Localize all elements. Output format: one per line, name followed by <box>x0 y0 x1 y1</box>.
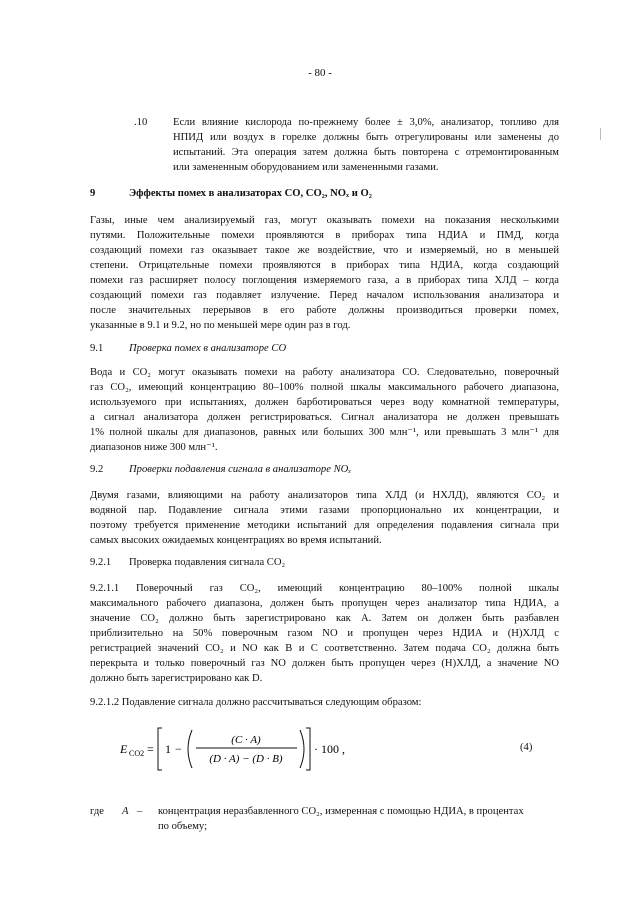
text-line: регистрацией значений CO₂ и NO как B и C соответственно. Затем подача CO₂ должна быть <box>90 643 559 654</box>
text-line: Если влияние кислорода по-прежнему более ± 3,0%, анализатор, топливо для <box>173 117 559 128</box>
section-9-text <box>90 213 559 333</box>
formula-denominator: (D · A) − (D · B) <box>209 753 283 765</box>
text-line: или замененным оборудованием или замененными газами. <box>173 162 439 173</box>
formula-4 <box>120 724 420 774</box>
section-9-number: 9 <box>90 188 96 199</box>
margin-mark <box>600 128 601 140</box>
text-line: диапазонов ниже 300 млн⁻¹. <box>90 442 218 453</box>
text-line: Газы, иные чем анализируемый газ, могут оказывать помехи на показания несколькими <box>90 215 559 226</box>
section-9-1-title: Проверка помех в анализаторе CO <box>129 343 287 354</box>
text-line: используемого при испытаниях, должен барботироваться через воду комнатной температуры, <box>90 397 559 408</box>
text-line: 9.2.1.1 Поверочный газ CO₂, имеющий концентрацию 80–100% полной шкалы <box>90 583 559 594</box>
text-line: газ CO₂, имеющий концентрацию 80–100% полной шкалы максимального рабочего диапазона, <box>90 382 559 393</box>
equation-number: (4) <box>520 742 533 753</box>
where-label: где <box>90 806 104 817</box>
formula-left-paren <box>188 730 192 768</box>
text-line: Двумя газами, влияющими на работу анализаторов типа ХЛД (и НХЛД), являются CO₂ и <box>90 490 559 501</box>
text-line: должно быть зарегистрировано как D. <box>90 673 263 684</box>
formula-lhs: E <box>120 742 128 756</box>
section-9-2-1-1-text <box>90 581 559 686</box>
text-line: степени. Отрицательные помехи проявляются в приборах типа НДИА, когда создающий <box>90 260 559 271</box>
text-line: создающий помехи газ оказывает такое же воздействие, что и измеряемый, но в меньшей <box>90 245 559 256</box>
formula-lhs-sub: CO2 <box>129 749 145 758</box>
text-line: испытаний. Эта операция затем должна быть повторена с отремонтированным <box>173 147 559 158</box>
text-line: НПИД или воздух в горелке должны быть отрегулированы или заменены до <box>173 132 559 143</box>
text-line: 1% полной шкалы для диапазонов, равных или больших 300 млн⁻¹, или превышать 3 млн⁻¹ для <box>90 427 559 438</box>
text-line: значение CO₂ должно быть зарегистрировано как A. Затем он должен быть разбавлен <box>90 613 559 624</box>
where-dash: – <box>137 806 143 817</box>
text-line: указанные в 9.1 и 9.2, но по меньшей мере один раз в год. <box>90 320 351 331</box>
text-line: 9.2.1.2 Подавление сигнала должно рассчитываться следующим образом: <box>90 697 422 708</box>
formula-factor: · 100 , <box>314 742 345 756</box>
text-line: после значительных перерывов в его работе должны производиться проверки помех, <box>90 305 559 316</box>
section-9-2-title: Проверки подавления сигнала в анализаторе NOₓ <box>129 464 352 475</box>
text-line: создающий помехи газ подавляет излучение. Перед началом использования анализатора и <box>90 290 559 301</box>
formula-right-paren <box>300 730 304 768</box>
section-9-1-text <box>90 365 559 455</box>
section-9-2-number: 9.2 <box>90 464 104 475</box>
text-line: перекрыта и только поверочный газ NO должен быть пропущен через (Н)ХЛД, а значение NO <box>90 658 559 669</box>
text-line: путями. Положительные помехи проявляются в приборах типа НДИА и ПМД, когда <box>90 230 559 241</box>
formula-equals: = <box>147 742 154 756</box>
text-line: максимального рабочего диапазона, должен быть пропущен через анализатор типа НДИА, а <box>90 598 559 609</box>
text-line: по объему; <box>158 821 208 832</box>
text-line: приблизительно на 50% поверочным газом NO и пропущен через НДИА и (Н)ХЛД с <box>90 628 559 639</box>
formula-one: 1 <box>165 742 171 756</box>
section-9-2-1-number: 9.2.1 <box>90 557 112 568</box>
text-line: Вода и CO₂ могут оказывать помехи на работу анализатора CO. Следовательно, поверочный <box>90 367 559 378</box>
section-9-2-1-2-text <box>90 695 559 710</box>
text-line: водяной пар. Подавление сигнала этими газами пропорционально их концентрации, и <box>90 505 559 516</box>
item-10-number: .10 <box>134 117 148 128</box>
text-line: концентрация неразбавленного CO₂, измеренная с помощью НДИА, в процентах <box>158 806 524 817</box>
where-definition <box>158 804 559 834</box>
text-line: помехи газ расширяет полосу поглощения измеряемого газа, а в приборах типа ХЛД – когда <box>90 275 559 286</box>
text-line: а сигнал анализатора должен регистрироваться. Сигнал анализатора не должен превышать <box>90 412 559 423</box>
text-line: поэтому требуется применение методики испытаний для определения подавления сигнала при <box>90 520 559 531</box>
item-10-text <box>173 115 559 175</box>
where-symbol: A <box>122 806 129 817</box>
formula-numerator: (C · A) <box>231 734 261 746</box>
text-line: самых высоких ожидаемых концентрациях во время испытаний. <box>90 535 382 546</box>
section-9-1-number: 9.1 <box>90 343 104 354</box>
formula-right-bracket <box>306 728 310 770</box>
section-9-2-text <box>90 488 559 548</box>
formula-left-bracket <box>158 728 162 770</box>
section-9-title: Эффекты помех в анализаторах CO, CO₂, NOₓ и O₂ <box>129 188 372 199</box>
section-9-2-1-title: Проверка подавления сигнала CO₂ <box>129 557 286 568</box>
page-number: - 80 - <box>308 67 332 79</box>
formula-minus: − <box>175 742 182 756</box>
